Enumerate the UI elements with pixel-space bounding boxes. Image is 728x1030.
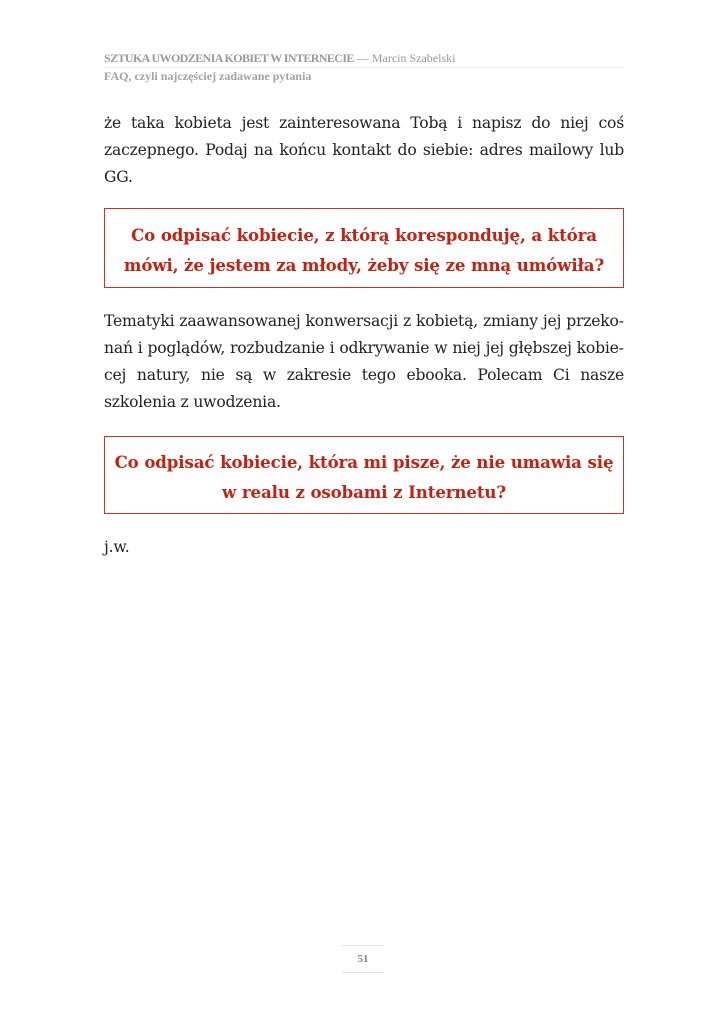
page-header xyxy=(104,50,624,84)
section-title: FAQ, czyli najczęściej zadawane pytania xyxy=(104,69,312,83)
paragraph-2: Tematyki zaawansowanej konwersacji z kobietą, zmiany jej przekonań i poglądów, rozbudzanie i odkrywanie w niej jej głębszej kobiecej natury, nie są w zakresie tego ebooka. Polecam Ci nasze szkolenia z uwodzenia. xyxy=(104,312,624,411)
question-2-line-2: w realu z osobami z Internetu? xyxy=(222,482,506,502)
header-separator: — xyxy=(353,51,372,65)
author-name: Marcin Szabelski xyxy=(371,51,456,65)
question-2-line-1: Co odpisać kobiecie, która mi pisze, że nie umawia się xyxy=(114,452,614,472)
question-1-line-1: Co odpisać kobiecie, z którą koresponduję, a która xyxy=(131,225,597,245)
page-number: 51 xyxy=(342,945,384,973)
question-box-1 xyxy=(104,208,624,288)
running-header xyxy=(104,50,624,68)
paragraph-1: że taka kobieta jest zainteresowana Tobą i napisz do niej coś zaczepnego. Podaj na końcu kontakt do siebie: adres mailowy lub GG. xyxy=(104,114,624,186)
question-box-2 xyxy=(104,436,624,514)
paragraph-3: j.w. xyxy=(104,538,130,556)
page-content xyxy=(104,110,624,561)
book-title: SZTUKA UWODZENIA KOBIET W INTERNECIE xyxy=(104,51,354,65)
question-1-line-2: mówi, że jestem za młody, żeby się ze mną umówiła? xyxy=(123,255,605,275)
